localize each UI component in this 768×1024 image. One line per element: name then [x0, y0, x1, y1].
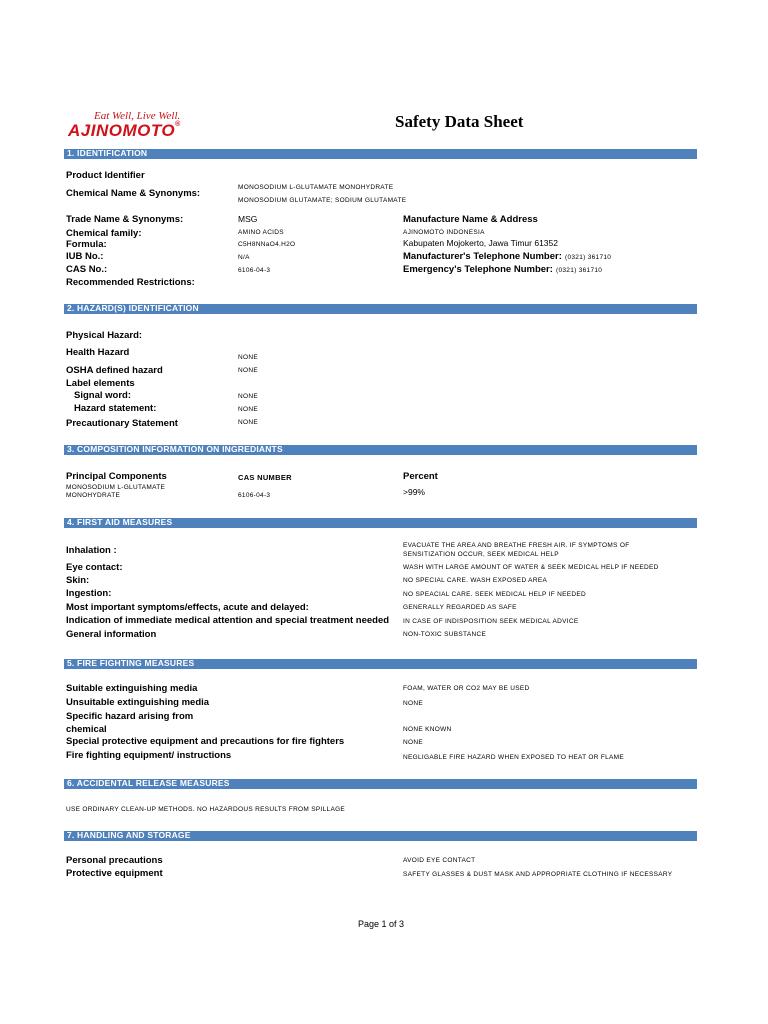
physical-hazard-label: Physical Hazard: [66, 330, 143, 341]
suitable-media-label: Suitable extinguishing media [66, 683, 198, 694]
precautionary-statement-value: NONE [238, 419, 258, 426]
cas-number-header: CAS NUMBER [238, 473, 292, 482]
eye-contact-value: WASH WITH LARGE AMOUNT OF WATER & SEEK MEDICAL HELP IF NEEDED [403, 564, 659, 571]
formula-value: C5H8NNaO4.H2O [238, 241, 296, 248]
skin-label: Skin: [66, 575, 90, 586]
protective-equipment-value: NONE [403, 739, 423, 746]
emergency-phone-label: Emergency's Telephone Number: [403, 264, 553, 275]
page-number: Page 1 of 3 [358, 919, 405, 929]
specific-hazard-value: NONE KNOWN [403, 726, 452, 733]
section-title: 3. COMPOSITION INFORMATION ON INGREDIANTS [67, 444, 283, 454]
specific-hazard-label: Specific hazard arising from [66, 711, 194, 722]
section-title: 4. FIRST AID MEASURES [67, 517, 173, 527]
medical-attention-label: Indication of immediate medical attention and special treatment needed [66, 615, 390, 626]
general-information-label: General information [66, 629, 157, 640]
section-title: 1. IDENTIFICATION [67, 148, 148, 158]
general-information-value: NON-TOXIC SUBSTANCE [403, 631, 487, 638]
precautionary-statement-label: Precautionary Statement [66, 418, 178, 429]
unsuitable-media-value: NONE [403, 700, 423, 707]
restrictions-label: Recommended Restrictions: [66, 277, 195, 288]
protective-equipment-label: Special protective equipment and precautions for fire fighters [66, 736, 345, 747]
chemical-family-label: Chemical family: [66, 228, 142, 239]
section-bar-composition [64, 445, 697, 455]
accidental-release-text: USE ORDINARY CLEAN-UP METHODS. NO HAZARDOUS RESULTS FROM SPILLAGE [66, 806, 346, 813]
cas-value: 6106-04-3 [238, 267, 271, 274]
fire-equipment-label: Fire fighting equipment/ instructions [66, 750, 232, 761]
chemical-family-value: AMINO ACIDS [238, 229, 284, 236]
chemical-synonyms-value: MONOSODIUM GLUTAMATE; SODIUM GLUTAMATE [238, 197, 407, 204]
section-title: 2. HAZARD(S) IDENTIFICATION [67, 303, 199, 313]
manufacturer-phone-label: Manufacturer's Telephone Number: [403, 251, 562, 262]
osha-hazard-label: OSHA defined hazard [66, 365, 163, 376]
section-bar-hazards [64, 304, 697, 314]
inhalation-value-cont: SENSITIZATION OCCUR, SEEK MEDICAL HELP [403, 551, 559, 558]
percent-header: Percent [403, 471, 438, 482]
inhalation-label: Inhalation : [66, 545, 117, 556]
page-title: Safety Data Sheet [395, 112, 524, 131]
symptoms-value: GENERALLY REGARDED AS SAFE [403, 604, 517, 611]
handling-protective-equipment-value: SAFETY GLASSES & DUST MASK AND APPROPRIATE CLOTHING IF NECESSARY [403, 871, 673, 878]
component-name: MONOSODIUM L-GLUTAMATE [66, 484, 166, 491]
handling-protective-equipment-label: Protective equipment [66, 868, 163, 879]
principal-components-header: Principal Components [66, 471, 167, 482]
section-bar-accidental-release [64, 779, 697, 789]
trade-name-value: MSG [238, 214, 258, 224]
signal-word-label: Signal word: [74, 390, 131, 401]
section-title: 5. FIRE FIGHTING MEASURES [67, 658, 195, 668]
logo-registered: ® [175, 121, 181, 128]
inhalation-value: EVACUATE THE AREA AND BREATHE FRESH AIR. IF SYMPTOMS OF [403, 542, 630, 549]
component-cas: 6106-04-3 [238, 492, 271, 499]
section-title: 6. ACCIDENTAL RELEASE MEASURES [67, 778, 230, 788]
manufacturer-phone-value: (0321) 361710 [565, 254, 612, 261]
manufacturer-address: Kabupaten Mojokerto, Jawa Timur 61352 [403, 238, 558, 248]
section-bar-first-aid [64, 518, 697, 528]
specific-hazard-label-cont: chemical [66, 724, 107, 735]
ingestion-value: NO SPEACIAL CARE. SEEK MEDICAL HELP IF NEEDED [403, 591, 587, 598]
personal-precautions-label: Personal precautions [66, 855, 163, 866]
component-percent: >99% [403, 487, 425, 497]
emergency-phone-value: (0321) 361710 [556, 267, 603, 274]
label-elements-label: Label elements [66, 378, 135, 389]
product-identifier-label: Product Identifier [66, 170, 145, 181]
ajinomoto-logo [68, 121, 181, 141]
section-bar-handling-storage [64, 831, 697, 841]
manufacturer-label: Manufacture Name & Address [403, 214, 538, 225]
section-title: 7. HANDLING AND STORAGE [67, 830, 191, 840]
manufacturer-name: AJINOMOTO INDONESIA [403, 229, 485, 236]
section-bar-identification [64, 149, 697, 159]
unsuitable-media-label: Unsuitable extinguishing media [66, 697, 210, 708]
chemical-name-label: Chemical Name & Synonyms: [66, 188, 201, 199]
medical-attention-value: IN CASE OF INDISPOSITION SEEK MEDICAL ADVICE [403, 618, 579, 625]
suitable-media-value: FOAM, WATER OR CO2 MAY BE USED [403, 685, 530, 692]
health-hazard-label: Health Hazard [66, 347, 130, 358]
section-bar-fire-fighting [64, 659, 697, 669]
personal-precautions-value: AVOID EYE CONTACT [403, 857, 476, 864]
fire-equipment-value: NEGLIGABLE FIRE HAZARD WHEN EXPOSED TO HEAT OR FLAME [403, 754, 624, 761]
iub-label: IUB No.: [66, 251, 104, 262]
eye-contact-label: Eye contact: [66, 562, 123, 573]
ingestion-label: Ingestion: [66, 588, 112, 599]
cas-label: CAS No.: [66, 264, 108, 275]
logo-brand: AJINOMOTO [68, 121, 176, 140]
skin-value: NO SPECIAL CARE. WASH EXPOSED AREA [403, 577, 548, 584]
chemical-name-value: MONOSODIUM L-GLUTAMATE MONOHYDRATE [238, 184, 394, 191]
component-name-cont: MONOHYDRATE [66, 492, 121, 499]
trade-name-label: Trade Name & Synonyms: [66, 214, 184, 225]
formula-label: Formula: [66, 239, 107, 250]
hazard-statement-label: Hazard statement: [74, 403, 157, 414]
iub-value: N/A [238, 254, 250, 261]
signal-word-value: NONE [238, 393, 258, 400]
osha-hazard-value: NONE [238, 367, 258, 374]
health-hazard-value: NONE [238, 354, 258, 361]
symptoms-label: Most important symptoms/effects, acute and delayed: [66, 602, 309, 613]
hazard-statement-value: NONE [238, 406, 258, 413]
logo-tagline: Eat Well, Live Well. [94, 110, 181, 122]
